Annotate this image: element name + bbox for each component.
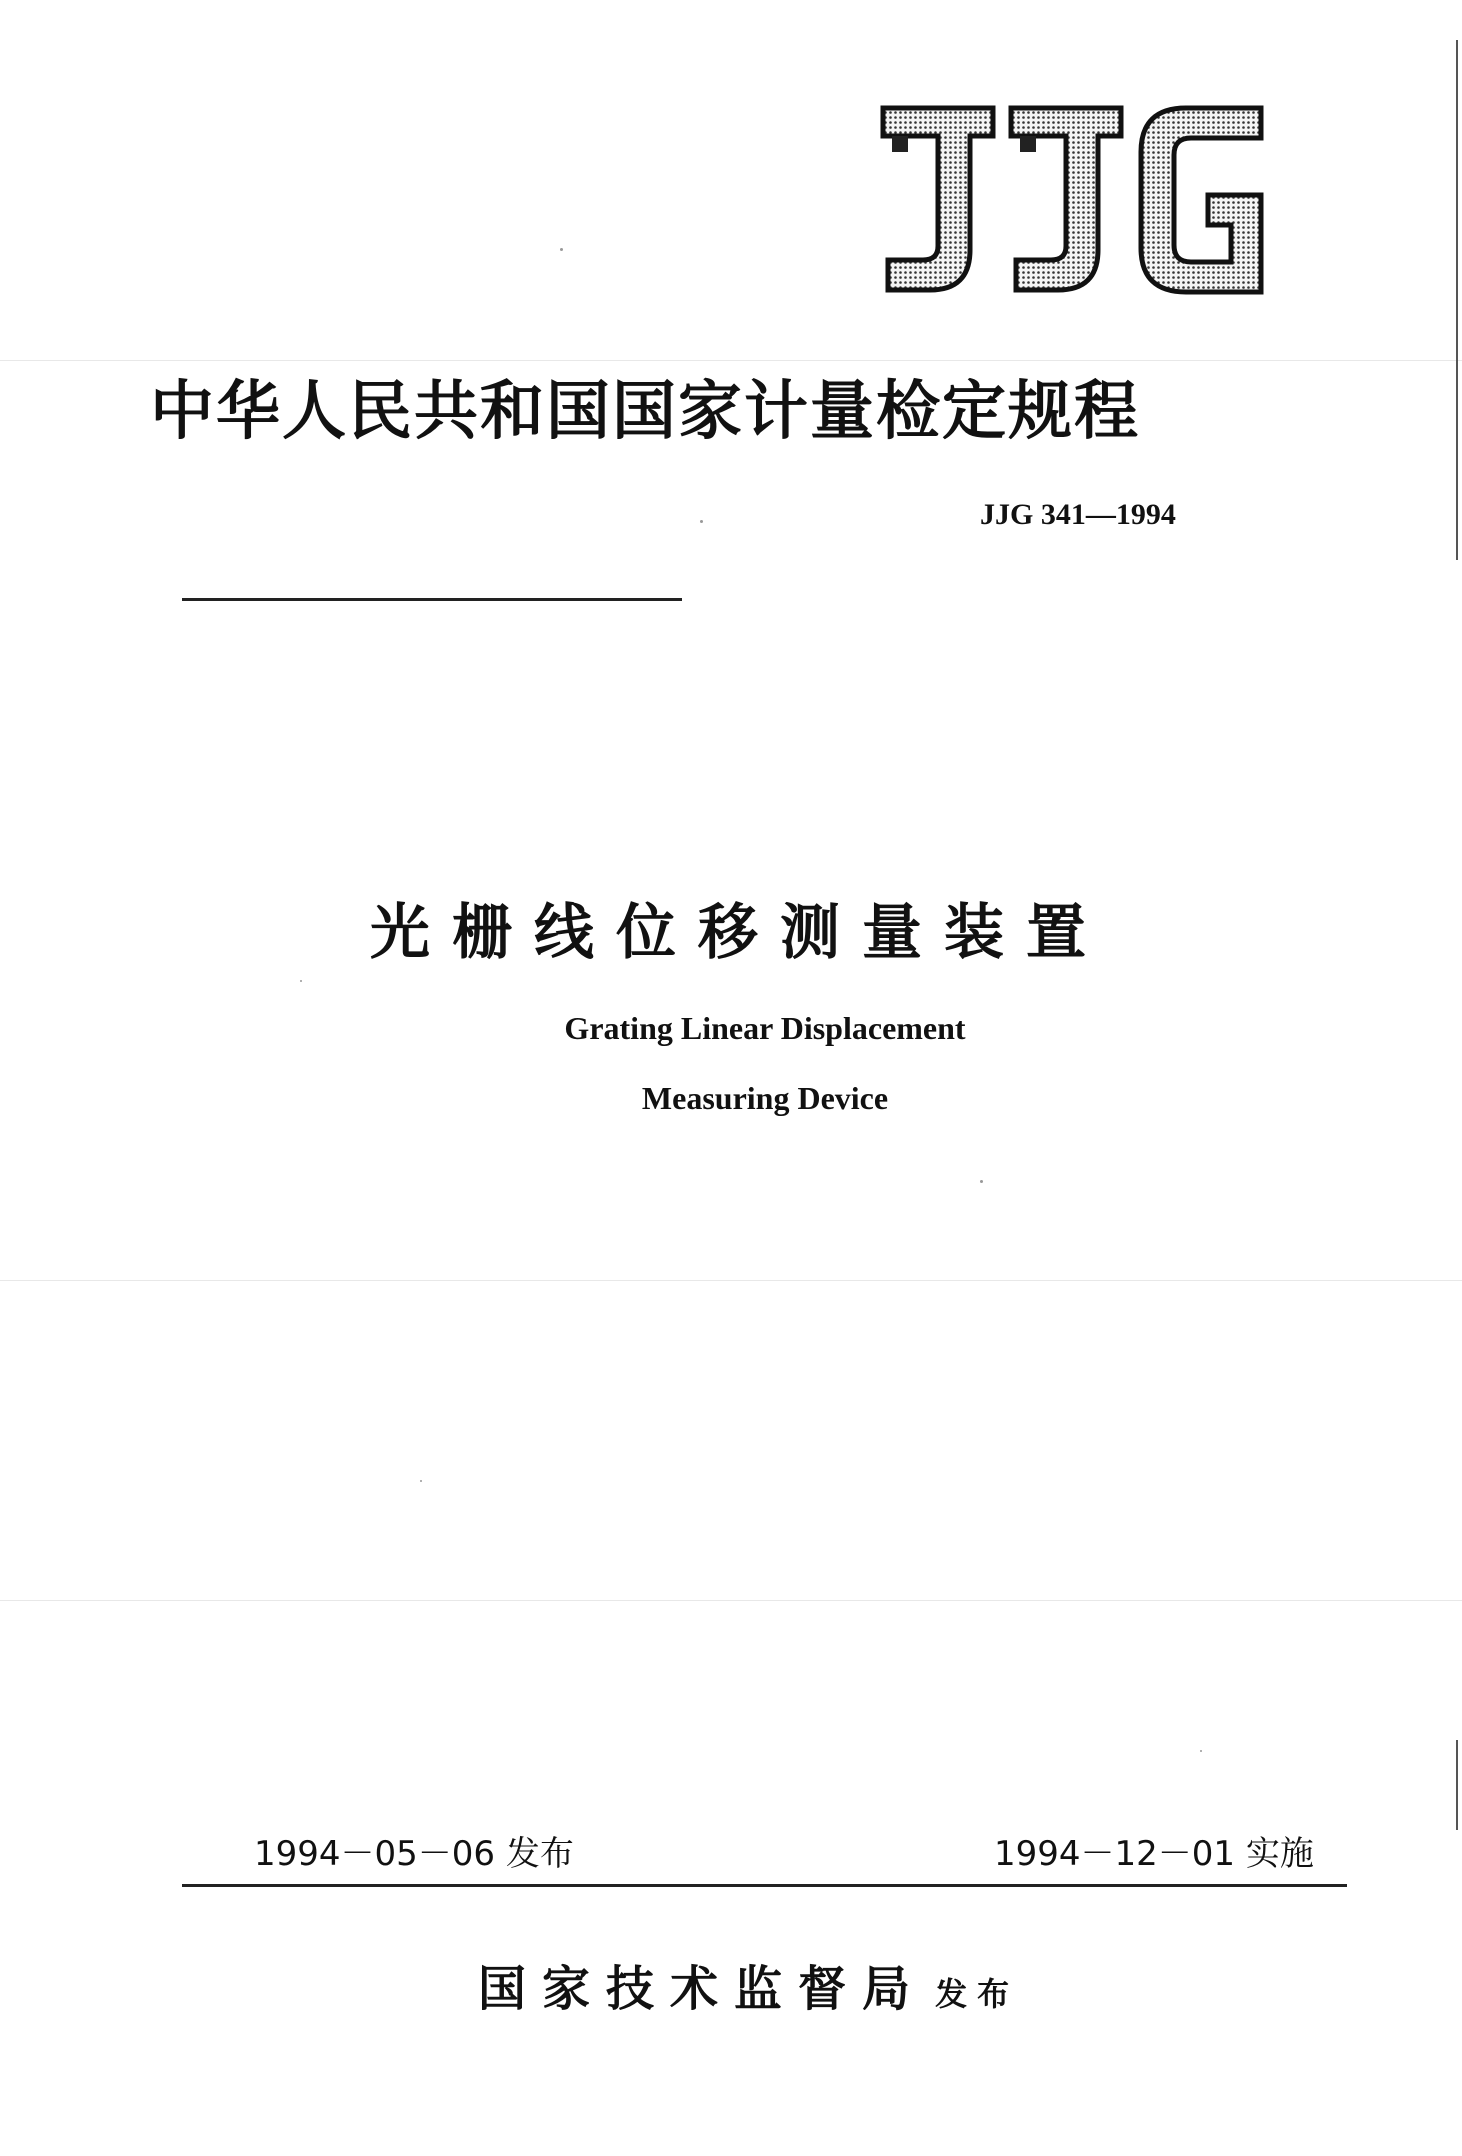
effective-date: 1994－12－01 实施: [994, 1834, 1314, 1874]
standard-number: JJG 341—1994: [980, 498, 1176, 531]
english-title-line2: Measuring Device: [641, 1080, 889, 1116]
logo-letter-j1: [883, 108, 993, 290]
issuer-organization: 国家技术监督局: [478, 1961, 927, 2017]
logo-letter-g: [1141, 108, 1261, 292]
chinese-title: 光栅线位移测量装置: [370, 898, 1108, 968]
main-title: 中华人民共和国国家计量检定规程: [150, 374, 1140, 449]
issuer-line: [478, 1950, 1019, 2019]
logo-letter-j2: [1011, 108, 1121, 290]
bottom-divider: [182, 1884, 1347, 1887]
publish-date: 1994－05－06 发布: [254, 1834, 574, 1874]
issuer-suffix: 发布: [935, 1975, 1020, 2013]
top-divider: [182, 598, 682, 601]
english-title-line1: Grating Linear Displacement: [564, 1010, 966, 1046]
jjg-logo: [878, 100, 1270, 300]
